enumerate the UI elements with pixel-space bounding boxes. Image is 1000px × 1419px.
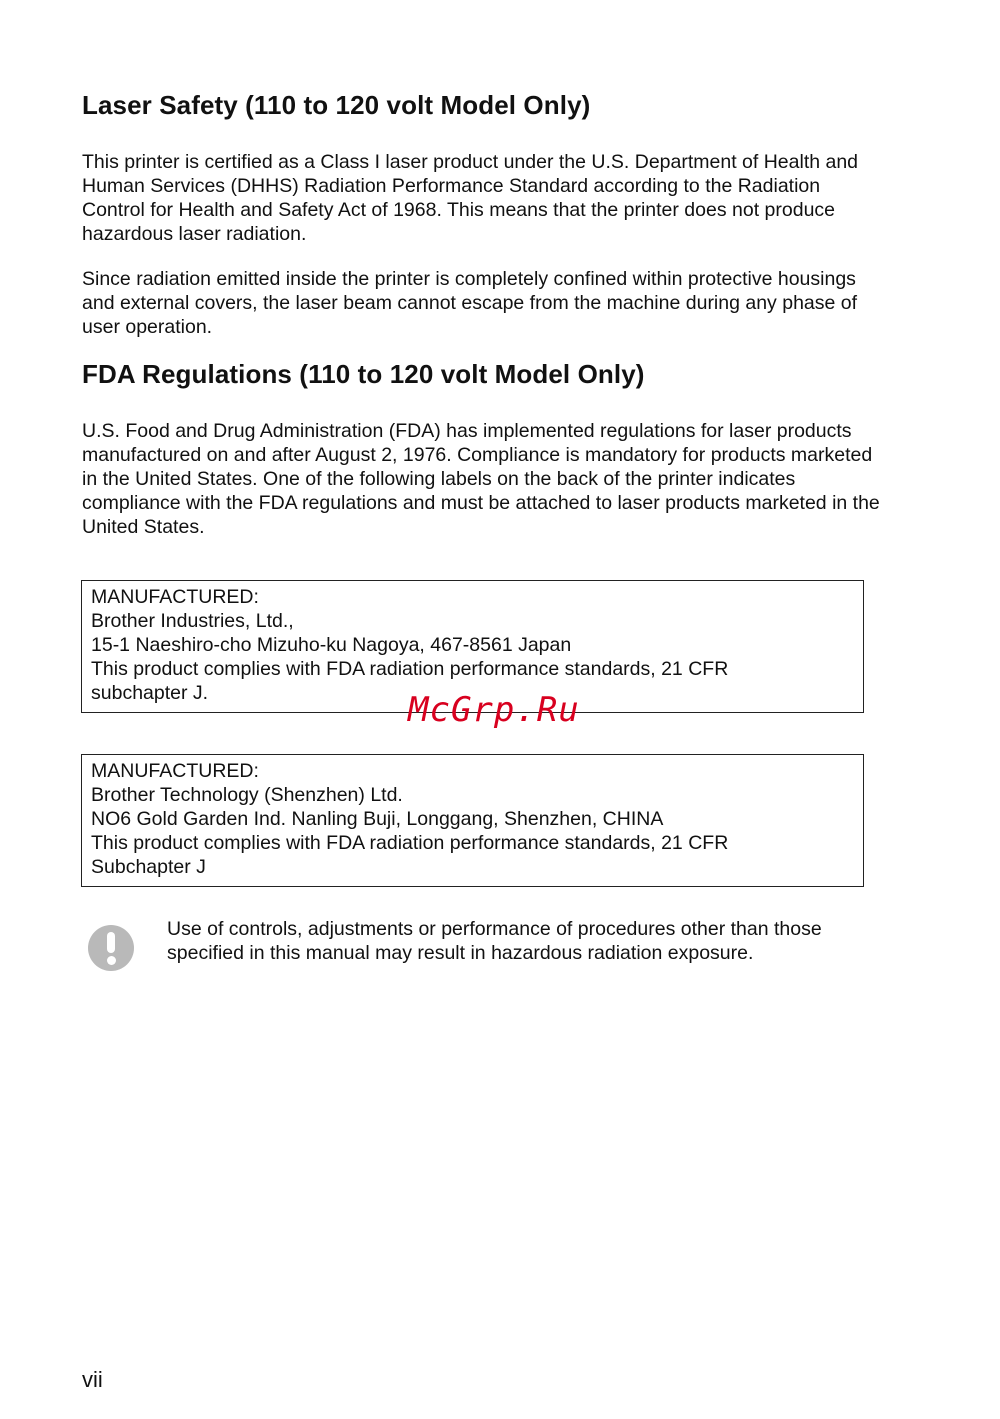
page-number: vii (82, 1367, 103, 1392)
fda-label-china (81, 754, 864, 887)
laser-safety-paragraph-1: This printer is certified as a Class I laser product under the U.S. Department of Health and Human Services (DHHS) Radiation Performance Standard according to the Radiation Control for Health and Safety Act of 1968. This means that the printer does not produce hazardous laser radiation. (82, 151, 859, 245)
fda-regulations-heading: FDA Regulations (110 to 120 volt Model Only) (82, 359, 645, 389)
label-line: Brother Technology (Shenzhen) Ltd. (91, 784, 403, 806)
exclamation-icon (88, 925, 134, 971)
label-line: NO6 Gold Garden Ind. Nanling Buji, Longgang, Shenzhen, CHINA (91, 808, 664, 830)
label-line: 15-1 Naeshiro-cho Mizuho-ku Nagoya, 467-8561 Japan (91, 634, 572, 656)
label-line: subchapter J. (91, 682, 209, 704)
label-line: This product complies with FDA radiation performance standards, 21 CFR (91, 658, 729, 680)
fda-regulations-paragraph: U.S. Food and Drug Administration (FDA) has implemented regulations for laser products manufactured on and after August 2, 1976. Compliance is mandatory for products marketed in the United States. One of the following labels on the back of the printer indicates compliance with the FDA regulations and must be attached to laser products marketed in the United States. (82, 420, 880, 538)
watermark: McGrp.Ru (408, 690, 580, 730)
label-line: Subchapter J (91, 856, 206, 878)
warning-text: Use of controls, adjustments or performance of procedures other than those specified in this manual may result in hazardous radiation exposure. (167, 918, 822, 964)
laser-safety-heading: Laser Safety (110 to 120 volt Model Only) (82, 90, 591, 120)
laser-safety-paragraph-2: Since radiation emitted inside the printer is completely confined within protective housings and external covers, the laser beam cannot escape from the machine during any phase of user operation. (82, 268, 858, 338)
label-line: Brother Industries, Ltd., (91, 610, 294, 632)
label-line: MANUFACTURED: (91, 760, 259, 782)
label-line: MANUFACTURED: (91, 586, 259, 608)
label-line: This product complies with FDA radiation performance standards, 21 CFR (91, 832, 729, 854)
